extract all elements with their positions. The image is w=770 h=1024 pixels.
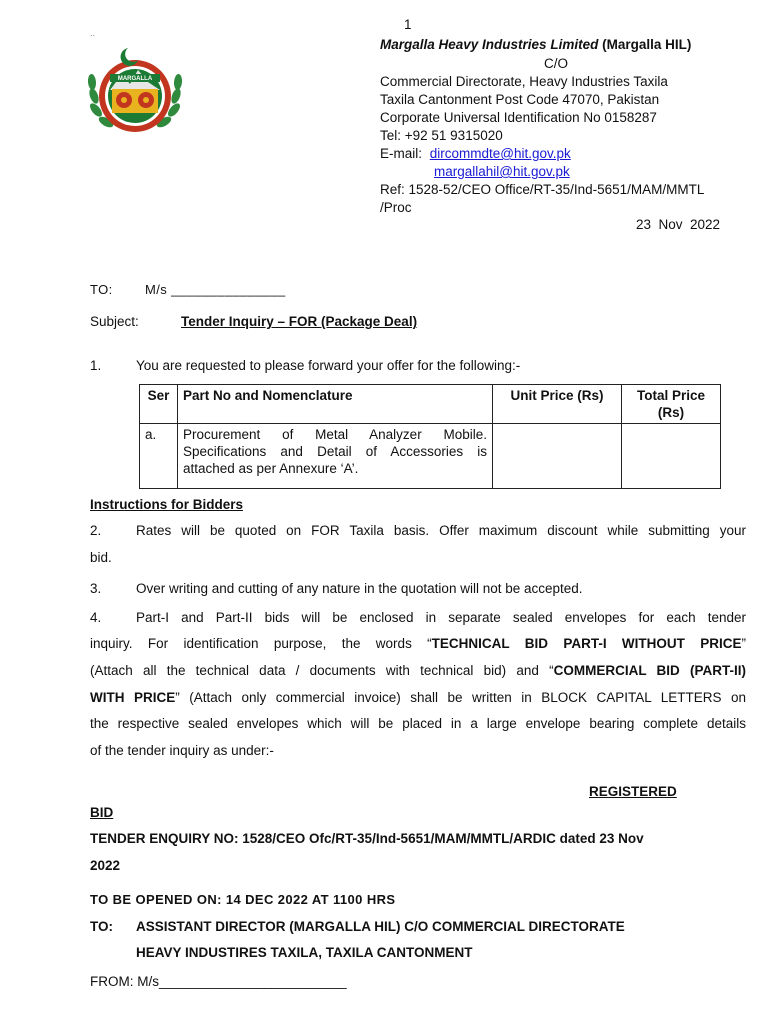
- header-unit-price: Unit Price (Rs): [493, 385, 622, 424]
- header-nomenclature: Part No and Nomenclature: [178, 385, 493, 424]
- para3-text: Over writing and cutting of any nature in the quotation will not be accepted.: [136, 581, 583, 596]
- company-name: Margalla Heavy Industries Limited: [380, 37, 599, 52]
- envelope-to-label: TO:: [90, 919, 113, 934]
- technical-bid-phrase: TECHNICAL BID PART-I WITHOUT PRICE: [431, 636, 742, 651]
- para2-line-1: Rates will be quoted on FOR Taxila basis. Offer maximum discount while submitting your: [136, 523, 746, 538]
- envelope-from: FROM: M/s_________________________: [90, 974, 347, 989]
- commercial-bid-phrase: COMMERCIAL BID (PART-II): [553, 663, 746, 678]
- email-link-2[interactable]: margallahil@hit.gov.pk: [434, 164, 570, 179]
- para4-line-2-close: ”: [741, 636, 746, 651]
- registered-label: REGISTERED: [589, 784, 677, 799]
- para4-line-5: the respective sealed envelopes which will be placed in a large envelope bearing complete details: [90, 716, 746, 731]
- envelope-to-line-2: HEAVY INDUSTIRES TAXILA, TAXILA CANTONMENT: [136, 945, 473, 960]
- enquiry-line-1: TENDER ENQUIRY NO: 1528/CEO Ofc/RT-35/Ind-5651/MAM/MMTL/ARDIC dated 23 Nov: [90, 831, 644, 846]
- nomenclature-line-3: attached as per Annexure ‘A’.: [183, 461, 359, 476]
- items-table: [139, 384, 721, 489]
- email-label: E-mail:: [380, 146, 423, 161]
- subject-label: Subject:: [90, 314, 139, 329]
- table-row: [140, 424, 721, 489]
- row-unit-price: [493, 424, 622, 489]
- para2-number: 2.: [90, 523, 102, 538]
- bid-label: BID: [90, 805, 114, 820]
- para4-line-4: [90, 690, 746, 705]
- address-line-1: Commercial Directorate, Heavy Industries Taxila: [380, 74, 668, 89]
- nomenclature-line-1: Procurement of Metal Analyzer Mobile.: [183, 427, 487, 442]
- para4-line-1: Part-I and Part-II bids will be enclosed in separate sealed envelopes for each tender: [136, 610, 746, 625]
- logo-emblem: [80, 38, 190, 138]
- enquiry-line-2: 2022: [90, 858, 121, 873]
- para1-text: You are requested to please forward your offer for the following:-: [136, 358, 521, 373]
- para4-line-6: of the tender inquiry as under:-: [90, 743, 274, 758]
- company-short: (Margalla HIL): [602, 37, 692, 52]
- para4-number: 4.: [90, 610, 102, 625]
- top-mark: ..: [90, 28, 96, 38]
- para4-line-3: [90, 663, 746, 678]
- envelope-to-line-1: ASSISTANT DIRECTOR (MARGALLA HIL) C/O COMMERCIAL DIRECTORATE: [136, 919, 625, 934]
- table-header-row: [140, 385, 721, 424]
- subject-value: Tender Inquiry – FOR (Package Deal): [181, 314, 418, 329]
- nomenclature-line-2: Specifications and Detail of Accessories is: [183, 444, 487, 459]
- page-number: 1: [404, 17, 412, 32]
- para4-line-4-text: ” (Attach only commercial invoice) shall be written in BLOCK CAPITAL LETTERS on: [175, 690, 746, 705]
- para2-line-2: bid.: [90, 550, 112, 565]
- para1-number: 1.: [90, 358, 102, 373]
- co-line: C/O: [544, 56, 569, 71]
- row-total-price: [622, 424, 721, 489]
- instructions-heading: Instructions for Bidders: [90, 497, 244, 512]
- to-value: M/s _______________: [145, 282, 286, 297]
- para4-line-3-text: (Attach all the technical data / documents with technical bid) and “: [90, 663, 554, 678]
- letter-date: 23 Nov 2022: [636, 217, 721, 232]
- row-ser: a.: [140, 424, 178, 489]
- svg-text:MARGALLA: MARGALLA: [117, 76, 153, 82]
- email-link-1[interactable]: dircommdte@hit.gov.pk: [429, 146, 571, 161]
- para4-line-2: [90, 636, 746, 651]
- company-logo: [80, 38, 190, 138]
- header-ser: Ser: [140, 385, 178, 424]
- ref-line-1: Ref: 1528-52/CEO Office/RT-35/Ind-5651/MAM/MMTL: [380, 182, 705, 197]
- row-nomenclature: [178, 424, 493, 489]
- company-name-line: [380, 37, 691, 52]
- to-label: TO:: [90, 282, 113, 297]
- para3-number: 3.: [90, 581, 102, 596]
- tel-line: Tel: +92 51 9315020: [380, 128, 503, 143]
- address-line-2: Taxila Cantonment Post Code 47070, Pakistan: [380, 92, 660, 107]
- with-price-phrase: WITH PRICE: [90, 690, 176, 705]
- cuin-line: Corporate Universal Identification No 0158287: [380, 110, 657, 125]
- para4-line-2-text: inquiry. For identification purpose, the words “: [90, 636, 432, 651]
- opened-on: TO BE OPENED ON: 14 DEC 2022 AT 1100 HRS: [90, 892, 396, 907]
- ref-line-2: /Proc: [380, 200, 412, 215]
- crescent-icon: [121, 48, 138, 66]
- header-total-price: Total Price (Rs): [622, 385, 721, 424]
- email-line: [380, 146, 571, 161]
